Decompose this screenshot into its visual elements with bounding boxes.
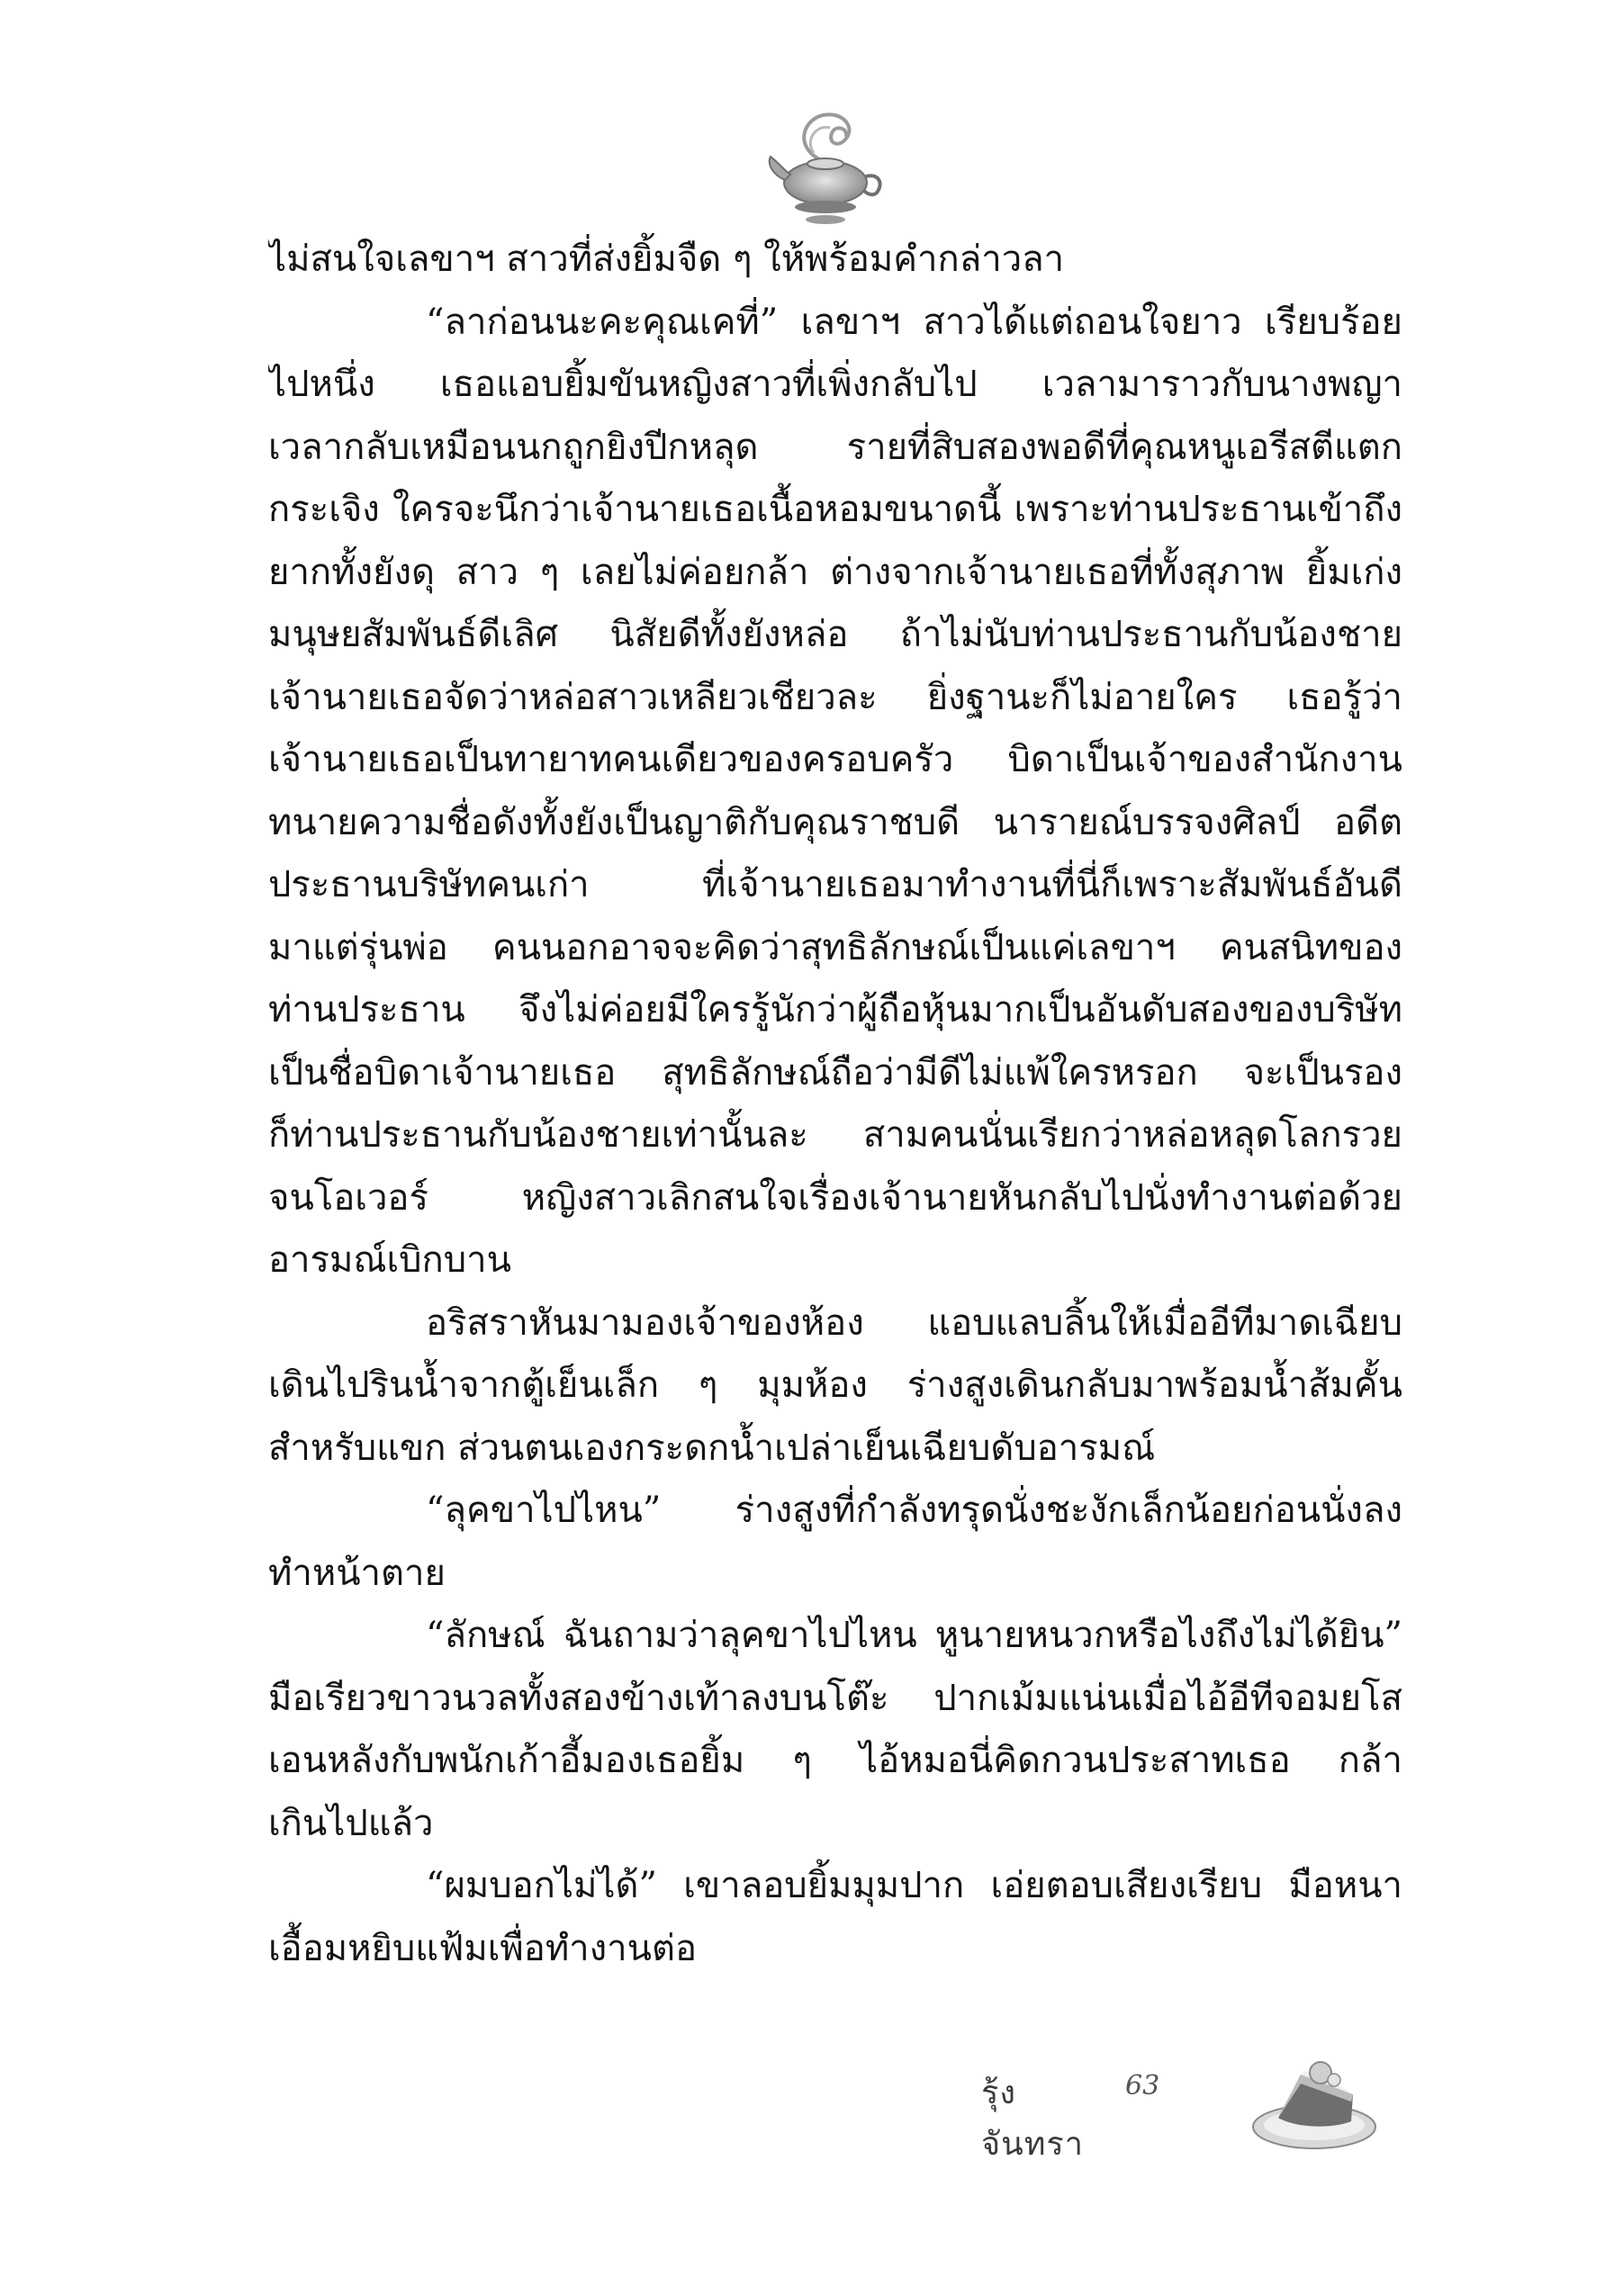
text-line: เอนหลังกับพนักเก้าอี้มองเธอยิ้ม ๆ ไอ้หมอนี่คิดกวนประสาทเธอ กล้า xyxy=(268,1740,1402,1781)
text-line: ก็ท่านประธานกับน้องชายเท่านั้นละ สามคนนั่นเรียกว่าหล่อหลุดโลกรวย xyxy=(268,1114,1402,1156)
text-line: ไปหนึ่ง เธอแอบยิ้มขันหญิงสาวที่เพิ่งกลับไป เวลามาราวกับนางพญา xyxy=(268,364,1402,405)
text-line: ทำหน้าตาย xyxy=(268,1552,446,1594)
text-line: จนโอเวอร์ หญิงสาวเลิกสนใจเรื่องเจ้านายหันกลับไปนั่งทำงานต่อด้วย xyxy=(268,1176,1402,1219)
page-number: 63 xyxy=(1125,2070,1160,2102)
text-line: เวลากลับเหมือนนกถูกยิงปีกหลุด รายที่สิบสองพอดีที่คุณหนูเอรีสตีแตก xyxy=(268,426,1402,468)
text-line: “ผมบอกไม่ได้” เขาลอบยิ้มมุมปาก เอ่ยตอบเสียงเรียบ มือหนา xyxy=(426,1865,1402,1906)
text-line: เอื้อมหยิบแฟ้มเพื่อทำงานต่อ xyxy=(268,1927,697,1969)
text-line: มาแต่รุ่นพ่อ คนนอกอาจจะคิดว่าสุทธิลักษณ์เป็นแค่เลขาฯ คนสนิทของ xyxy=(268,926,1402,968)
body-text xyxy=(268,229,1402,1980)
text-line: ไม่สนใจเลขาฯ สาวที่ส่งยิ้มจืด ๆ ให้พร้อมคำกล่าวลา xyxy=(268,239,1065,280)
text-line: เกินไปแล้ว xyxy=(268,1802,434,1844)
text-line: เป็นชื่อบิดาเจ้านายเธอ สุทธิลักษณ์ถือว่ามีดีไม่แพ้ใครหรอก จะเป็นรอง xyxy=(268,1051,1402,1094)
text-line: มนุษยสัมพันธ์ดีเลิศ นิสัยดีทั้งยังหล่อ ถ้าไม่นับท่านประธานกับน้องชาย xyxy=(268,614,1402,655)
text-line: “ลาก่อนนะคะคุณเคที่” เลขาฯ สาวได้แต่ถอนใจยาว เรียบร้อย xyxy=(426,301,1402,343)
text-line: มือเรียวขาวนวลทั้งสองข้างเท้าลงบนโต๊ะ ปากเม้มแน่นเมื่อไอ้อีทีจอมยโส xyxy=(268,1677,1402,1719)
text-line: เจ้านายเธอเป็นทายาทคนเดียวของครอบครัว บิดาเป็นเจ้าของสำนักงาน xyxy=(268,739,1402,780)
text-line: กระเจิง ใครจะนึกว่าเจ้านายเธอเนื้อหอมขนาดนี้ เพราะท่านประธานเข้าถึง xyxy=(268,489,1402,530)
text-line: ประธานบริษัทคนเก่า ที่เจ้านายเธอมาทำงานที่นี่ก็เพราะสัมพันธ์อันดี xyxy=(268,864,1402,905)
text-line: เดินไปรินน้ำจากตู้เย็นเล็ก ๆ มุมห้อง ร่างสูงเดินกลับมาพร้อมน้ำส้มคั้น xyxy=(268,1364,1402,1406)
text-line: “ลักษณ์ ฉันถามว่าลุคขาไปไหน หูนายหนวกหรือไงถึงไม่ได้ยิน” xyxy=(426,1615,1402,1656)
text-line: ยากทั้งยังดุ สาว ๆ เลยไม่ค่อยกล้า ต่างจากเจ้านายเธอที่ทั้งสุภาพ ยิ้มเก่ง xyxy=(268,551,1402,593)
text-line: ทนายความชื่อดังทั้งยังเป็นญาติกับคุณราชบดี นารายณ์บรรจงศิลป์ อดีต xyxy=(268,801,1402,843)
teapot-icon xyxy=(758,97,893,232)
footer-brand: รุ้งจันทรา xyxy=(981,2075,1084,2163)
text-line: เจ้านายเธอจัดว่าหล่อสาวเหลียวเชียวละ ยิ่งฐานะก็ไม่อายใคร เธอรู้ว่า xyxy=(268,676,1402,718)
text-line: สำหรับแขก ส่วนตนเองกระดกน้ำเปล่าเย็นเฉียบดับอารมณ์ xyxy=(268,1427,1156,1469)
text-line: ท่านประธาน จึงไม่ค่อยมีใครรู้นักว่าผู้ถือหุ้นมากเป็นอันดับสองของบริษัท xyxy=(268,989,1402,1031)
text-line: อริสราหันมามองเจ้าของห้อง แอบแลบลิ้นให้เมื่ออีทีมาดเฉียบ xyxy=(426,1301,1402,1344)
text-line: “ลุคขาไปไหน” ร่างสูงที่กำลังทรุดนั่งชะงักเล็กน้อยก่อนนั่งลง xyxy=(426,1490,1402,1531)
text-line: อารมณ์เบิกบาน xyxy=(268,1239,511,1281)
cake-slice-icon xyxy=(1247,2039,1382,2156)
